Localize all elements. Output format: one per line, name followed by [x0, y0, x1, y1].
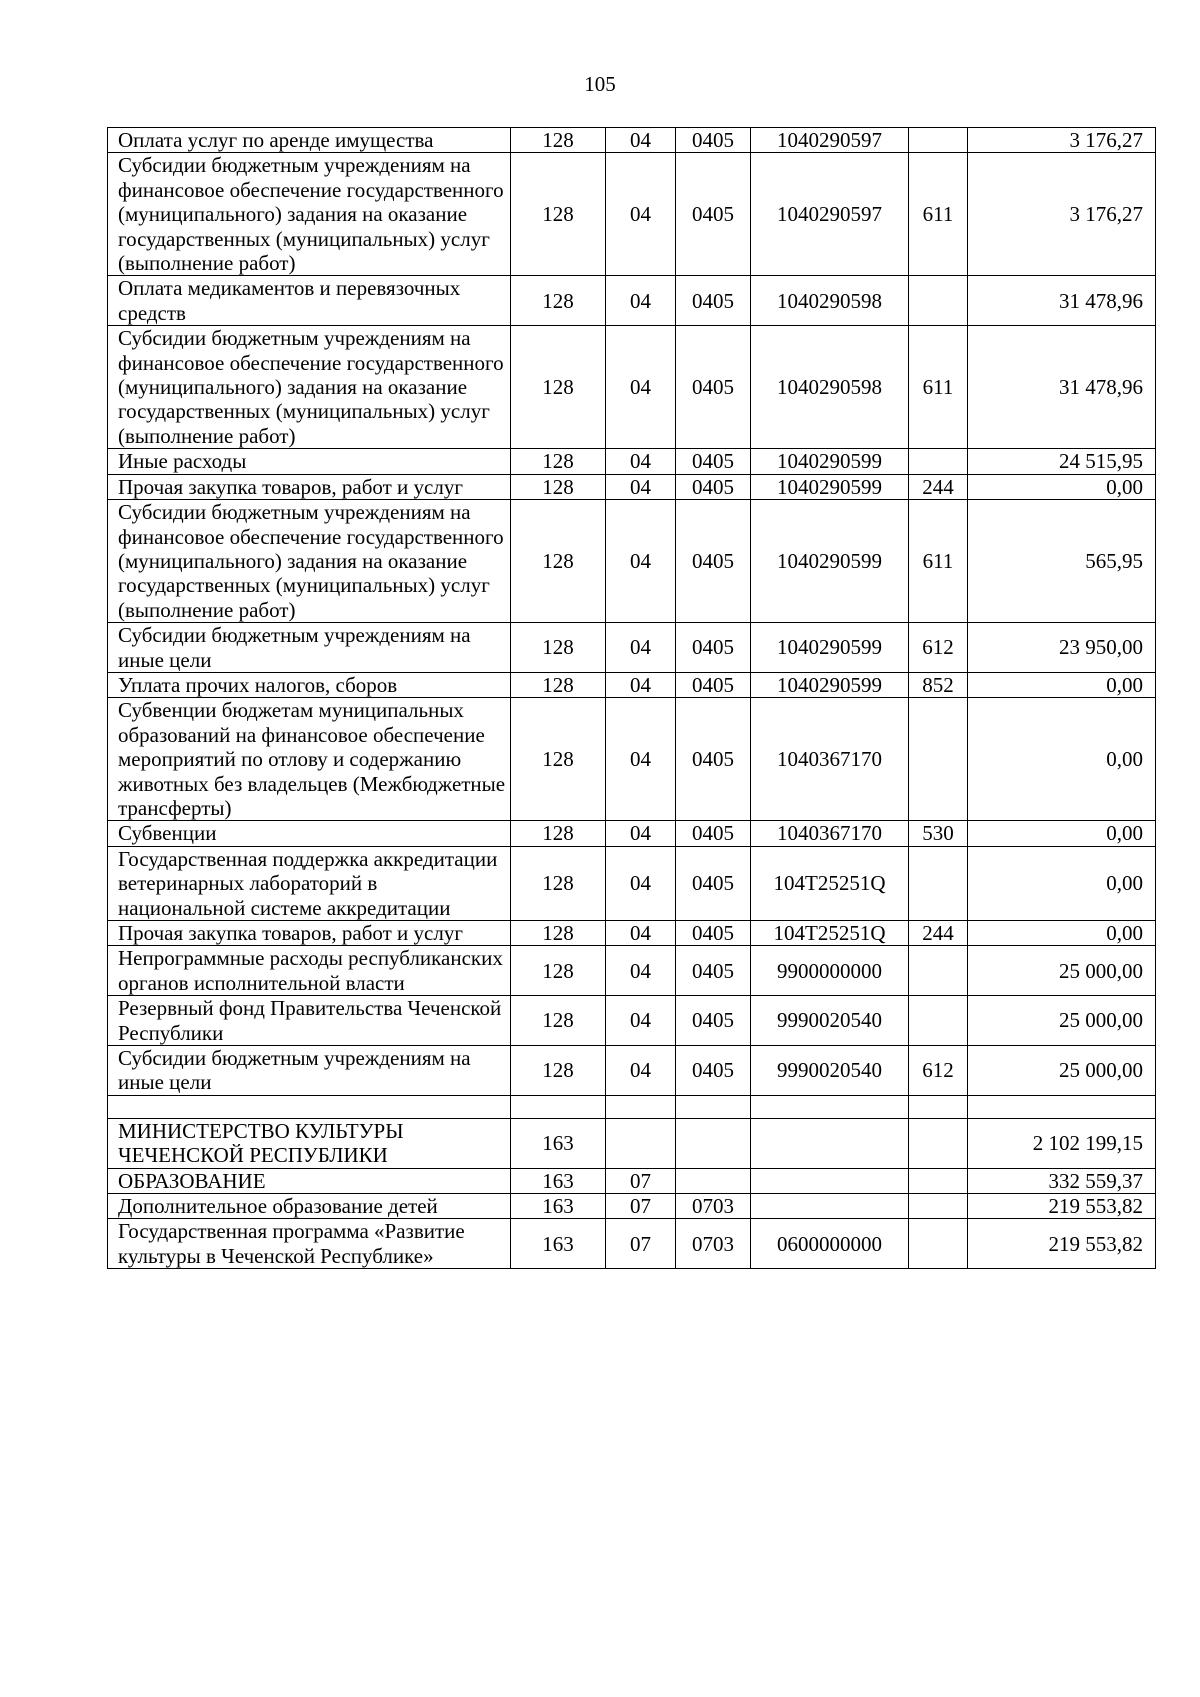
amount	[968, 1095, 1156, 1118]
row-name: Дополнительное образование детей	[108, 1194, 511, 1219]
subsection-code: 0405	[676, 821, 751, 846]
row-name: Субсидии бюджетным учреждениям на финансовое обеспечение государственного (муниципального) задания на оказание государственных (муниципальных) услуг (выполнение работ)	[108, 326, 511, 449]
table-row	[108, 128, 1156, 153]
expense-type-code	[909, 946, 968, 996]
admin-code: 128	[511, 996, 606, 1046]
admin-code: 128	[511, 449, 606, 474]
admin-code: 128	[511, 326, 606, 449]
expense-type-code	[909, 449, 968, 474]
section-code: 07	[606, 1219, 676, 1269]
table-row	[108, 500, 1156, 623]
admin-code: 128	[511, 821, 606, 846]
subsection-code	[676, 1168, 751, 1193]
admin-code	[511, 1095, 606, 1118]
subsection-code: 0405	[676, 698, 751, 821]
section-code	[606, 1095, 676, 1118]
subsection-code: 0405	[676, 474, 751, 499]
amount: 3 176,27	[968, 153, 1156, 276]
row-name: Уплата прочих налогов, сборов	[108, 672, 511, 697]
section-code: 04	[606, 474, 676, 499]
target-code: 9900000000	[751, 946, 909, 996]
expense-type-code	[909, 996, 968, 1046]
subsection-code: 0405	[676, 1046, 751, 1096]
amount: 31 478,96	[968, 276, 1156, 326]
subsection-code: 0405	[676, 946, 751, 996]
row-name: Прочая закупка товаров, работ и услуг	[108, 474, 511, 499]
admin-code: 128	[511, 500, 606, 623]
budget-table	[107, 127, 1156, 1269]
section-code: 04	[606, 153, 676, 276]
admin-code: 163	[511, 1194, 606, 1219]
admin-code: 128	[511, 1046, 606, 1096]
expense-type-code	[909, 1095, 968, 1118]
empty-table-row	[108, 1095, 1156, 1118]
expense-type-code	[909, 698, 968, 821]
section-code: 04	[606, 698, 676, 821]
amount: 332 559,37	[968, 1168, 1156, 1193]
subsection-code: 0405	[676, 623, 751, 673]
admin-code: 163	[511, 1219, 606, 1269]
table-row	[108, 996, 1156, 1046]
row-name	[108, 1095, 511, 1118]
table-row	[108, 698, 1156, 821]
expense-type-code: 852	[909, 672, 968, 697]
subsection-code: 0405	[676, 846, 751, 920]
admin-code: 128	[511, 921, 606, 946]
target-code: 1040367170	[751, 698, 909, 821]
row-name: Субсидии бюджетным учреждениям на иные цели	[108, 623, 511, 673]
amount: 0,00	[968, 672, 1156, 697]
admin-code: 128	[511, 128, 606, 153]
page-number: 105	[584, 72, 616, 96]
amount: 25 000,00	[968, 1046, 1156, 1096]
target-code: 1040367170	[751, 821, 909, 846]
table-row	[108, 326, 1156, 449]
expense-type-code	[909, 1194, 968, 1219]
section-code: 04	[606, 996, 676, 1046]
target-code: 104T25251Q	[751, 846, 909, 920]
section-code: 04	[606, 921, 676, 946]
amount: 25 000,00	[968, 996, 1156, 1046]
target-code: 1040290599	[751, 672, 909, 697]
target-code: 1040290599	[751, 623, 909, 673]
amount: 219 553,82	[968, 1194, 1156, 1219]
row-name: Государственная программа «Развитие культуры в Чеченской Республике»	[108, 1219, 511, 1269]
target-code: 1040290599	[751, 449, 909, 474]
admin-code: 128	[511, 946, 606, 996]
target-code: 104T25251Q	[751, 921, 909, 946]
table-row	[108, 623, 1156, 673]
row-name: МИНИСТЕРСТВО КУЛЬТУРЫ ЧЕЧЕНСКОЙ РЕСПУБЛИКИ	[108, 1118, 511, 1168]
expense-type-code: 612	[909, 1046, 968, 1096]
section-code: 04	[606, 449, 676, 474]
table-row	[108, 1046, 1156, 1096]
amount: 0,00	[968, 821, 1156, 846]
target-code: 1040290598	[751, 276, 909, 326]
subsection-code	[676, 1118, 751, 1168]
row-name: Субвенции	[108, 821, 511, 846]
section-code: 07	[606, 1168, 676, 1193]
row-name: Оплата услуг по аренде имущества	[108, 128, 511, 153]
subsection-code: 0405	[676, 672, 751, 697]
expense-type-code	[909, 1168, 968, 1193]
admin-code: 128	[511, 474, 606, 499]
table-row	[108, 1194, 1156, 1219]
row-name: Субвенции бюджетам муниципальных образований на финансовое обеспечение мероприятий по отлову и содержанию животных без владельцев (Межбюджетные трансферты)	[108, 698, 511, 821]
target-code: 9990020540	[751, 1046, 909, 1096]
section-code: 07	[606, 1194, 676, 1219]
admin-code: 128	[511, 153, 606, 276]
target-code: 9990020540	[751, 996, 909, 1046]
table-row	[108, 276, 1156, 326]
subsection-code: 0405	[676, 500, 751, 623]
admin-code: 128	[511, 276, 606, 326]
table-row	[108, 449, 1156, 474]
section-code: 04	[606, 821, 676, 846]
expense-type-code	[909, 1118, 968, 1168]
amount: 219 553,82	[968, 1219, 1156, 1269]
amount: 25 000,00	[968, 946, 1156, 996]
section-code: 04	[606, 672, 676, 697]
amount: 31 478,96	[968, 326, 1156, 449]
amount: 24 515,95	[968, 449, 1156, 474]
target-code: 1040290597	[751, 128, 909, 153]
amount: 0,00	[968, 846, 1156, 920]
amount: 565,95	[968, 500, 1156, 623]
expense-type-code	[909, 1219, 968, 1269]
target-code: 1040290597	[751, 153, 909, 276]
subsection-code: 0405	[676, 921, 751, 946]
admin-code: 128	[511, 623, 606, 673]
expense-type-code: 611	[909, 153, 968, 276]
row-name: Прочая закупка товаров, работ и услуг	[108, 921, 511, 946]
target-code: 1040290599	[751, 474, 909, 499]
expense-type-code	[909, 276, 968, 326]
target-code: 1040290599	[751, 500, 909, 623]
subsection-code	[676, 1095, 751, 1118]
section-code: 04	[606, 326, 676, 449]
admin-code: 128	[511, 672, 606, 697]
table-row	[108, 474, 1156, 499]
expense-type-code: 244	[909, 921, 968, 946]
row-name: ОБРАЗОВАНИЕ	[108, 1168, 511, 1193]
section-code: 04	[606, 623, 676, 673]
expense-type-code: 244	[909, 474, 968, 499]
table-row	[108, 672, 1156, 697]
subsection-code: 0405	[676, 153, 751, 276]
row-name: Субсидии бюджетным учреждениям на финансовое обеспечение государственного (муниципального) задания на оказание государственных (муниципальных) услуг (выполнение работ)	[108, 153, 511, 276]
subsection-code: 0405	[676, 449, 751, 474]
table-row	[108, 846, 1156, 920]
row-name: Субсидии бюджетным учреждениям на иные цели	[108, 1046, 511, 1096]
target-code: 1040290598	[751, 326, 909, 449]
expense-type-code	[909, 128, 968, 153]
expense-type-code: 612	[909, 623, 968, 673]
row-name: Оплата медикаментов и перевязочных средств	[108, 276, 511, 326]
section-code: 04	[606, 500, 676, 623]
section-code: 04	[606, 846, 676, 920]
admin-code: 128	[511, 698, 606, 821]
amount: 3 176,27	[968, 128, 1156, 153]
subsection-code: 0405	[676, 276, 751, 326]
section-code: 04	[606, 1046, 676, 1096]
table-row	[108, 153, 1156, 276]
row-name: Резервный фонд Правительства Чеченской Республики	[108, 996, 511, 1046]
admin-code: 163	[511, 1118, 606, 1168]
table-row	[108, 921, 1156, 946]
amount: 2 102 199,15	[968, 1118, 1156, 1168]
row-name: Субсидии бюджетным учреждениям на финансовое обеспечение государственного (муниципального) задания на оказание государственных (муниципальных) услуг (выполнение работ)	[108, 500, 511, 623]
subsection-code: 0703	[676, 1194, 751, 1219]
amount: 0,00	[968, 698, 1156, 821]
section-code: 04	[606, 128, 676, 153]
amount: 0,00	[968, 921, 1156, 946]
ministry-row	[108, 1118, 1156, 1168]
section-code: 04	[606, 946, 676, 996]
target-code	[751, 1168, 909, 1193]
admin-code: 163	[511, 1168, 606, 1193]
amount: 0,00	[968, 474, 1156, 499]
expense-type-code: 530	[909, 821, 968, 846]
subsection-code: 0703	[676, 1219, 751, 1269]
subsection-code: 0405	[676, 128, 751, 153]
subsection-code: 0405	[676, 326, 751, 449]
table-row	[108, 1168, 1156, 1193]
target-code: 0600000000	[751, 1219, 909, 1269]
table-row	[108, 1219, 1156, 1269]
table-row	[108, 946, 1156, 996]
expense-type-code: 611	[909, 500, 968, 623]
section-code: 04	[606, 276, 676, 326]
row-name: Государственная поддержка аккредитации ветеринарных лабораторий в национальной системе аккредитации	[108, 846, 511, 920]
target-code	[751, 1194, 909, 1219]
subsection-code: 0405	[676, 996, 751, 1046]
amount: 23 950,00	[968, 623, 1156, 673]
row-name: Непрограммные расходы республиканских органов исполнительной власти	[108, 946, 511, 996]
target-code	[751, 1095, 909, 1118]
expense-type-code	[909, 846, 968, 920]
target-code	[751, 1118, 909, 1168]
table-row	[108, 821, 1156, 846]
row-name: Иные расходы	[108, 449, 511, 474]
expense-type-code: 611	[909, 326, 968, 449]
section-code	[606, 1118, 676, 1168]
admin-code: 128	[511, 846, 606, 920]
